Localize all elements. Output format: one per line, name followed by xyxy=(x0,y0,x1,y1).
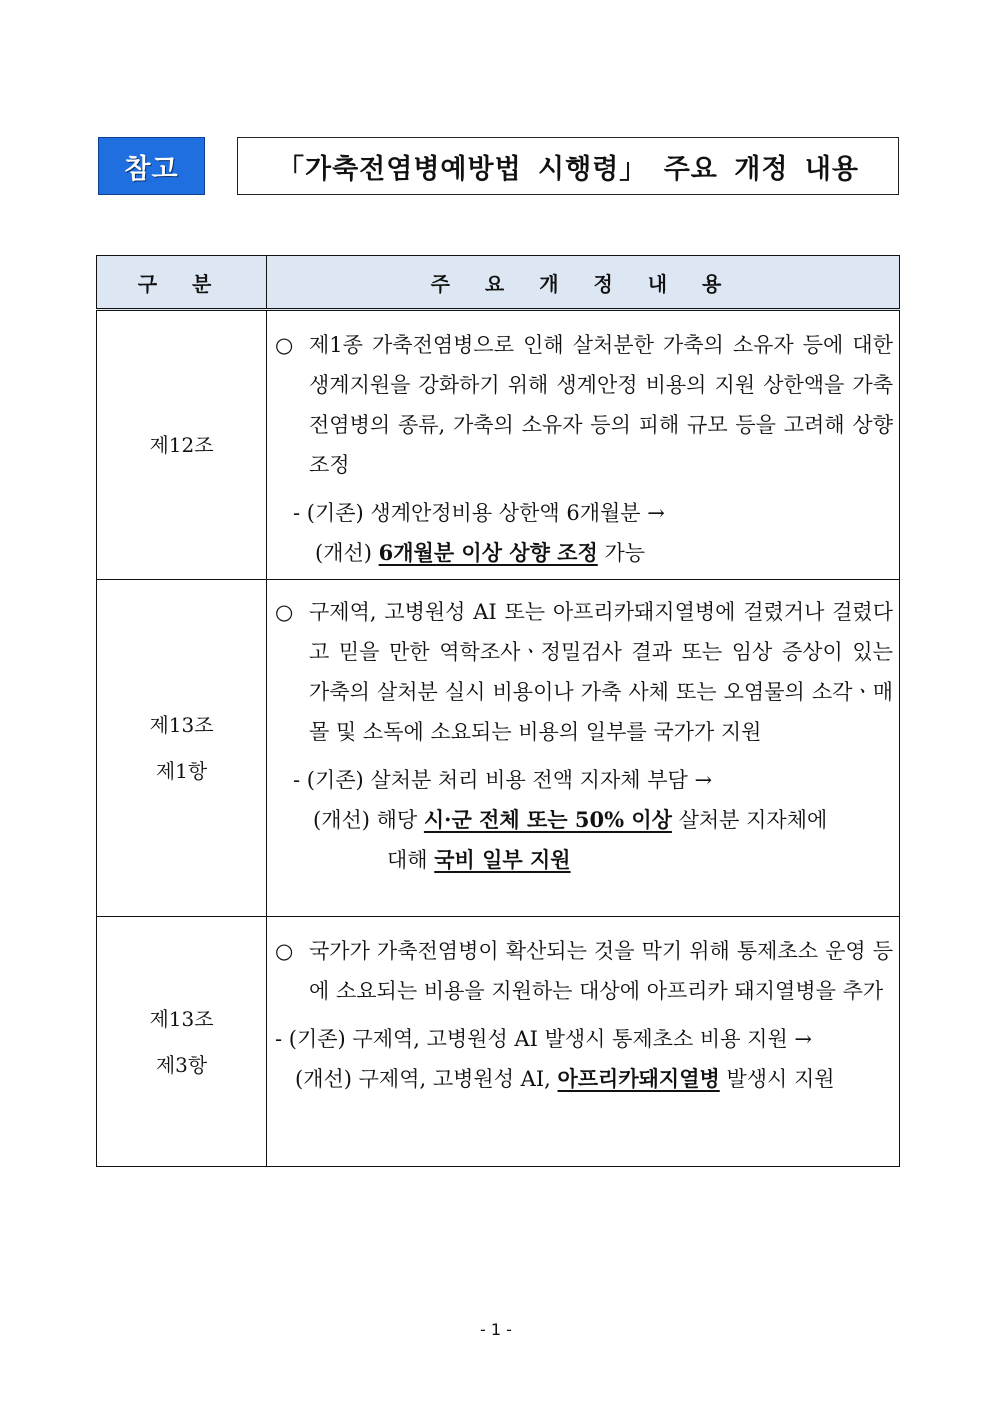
after-highlight: 6개월분 이상 상향 조정 xyxy=(378,540,598,565)
reference-badge: 참고 xyxy=(98,137,205,195)
before-line: - (기존) 생계안정비용 상한액 6개월분 → xyxy=(293,501,665,525)
circle-bullet-icon: ○ xyxy=(275,333,294,357)
row-label-line2: 제3항 xyxy=(155,1052,208,1077)
circle-bullet-item xyxy=(267,592,899,752)
row-content xyxy=(267,310,900,580)
row-label-line1: 제13조 xyxy=(149,713,214,737)
row-label-line1: 제12조 xyxy=(149,433,214,457)
circle-bullet-icon: ○ xyxy=(275,600,294,624)
table-row xyxy=(97,917,900,1167)
row-content xyxy=(267,580,900,917)
row-label-line1: 제13조 xyxy=(149,1006,214,1031)
circle-bullet-item xyxy=(267,931,899,1011)
row-content xyxy=(267,917,900,1167)
row-label xyxy=(97,917,267,1167)
row-label xyxy=(97,310,267,580)
after-line xyxy=(267,533,899,573)
after-prefix: (개선) 구제역, 고병원성 AI, xyxy=(295,1067,558,1091)
before-line: - (기존) 살처분 처리 비용 전액 지자체 부담 → xyxy=(293,768,713,792)
after-line-2 xyxy=(267,840,899,880)
after-suffix: 살처분 지자체에 xyxy=(671,808,828,832)
amendment-table xyxy=(96,255,900,1167)
header-category: 구 분 xyxy=(97,256,267,310)
after-highlight: 시·군 전체 또는 50% 이상 xyxy=(423,807,672,832)
table-row xyxy=(97,310,900,580)
circle-bullet-item xyxy=(267,325,899,485)
after-suffix: 가능 xyxy=(597,541,646,565)
circle-bullet-icon: ○ xyxy=(275,939,294,963)
document-title: 「가축전염병예방법 시행령」 주요 개정 내용 xyxy=(237,137,899,195)
main-text: 제1종 가축전염병으로 인해 살처분한 가축의 소유자 등에 대한 생계지원을 강화하기 위해 생계안정 비용의 지원 상한액을 가축전염병의 종류, 가축의 소유자 등의 피해 규모 등을 고려해 상향 조정 xyxy=(309,333,893,477)
page-number: - 1 - xyxy=(480,1320,512,1339)
before-line: - (기존) 구제역, 고병원성 AI 발생시 통제초소 비용 지원 → xyxy=(275,1027,813,1051)
table-header-row xyxy=(97,256,900,310)
main-text: 국가가 가축전염병이 확산되는 것을 막기 위해 통제초소 운영 등에 소요되는 비용을 지원하는 대상에 아프리카 돼지열병을 추가 xyxy=(309,939,893,1003)
after-line2-highlight: 국비 일부 지원 xyxy=(434,847,571,872)
after-line2-prefix: 대해 xyxy=(387,848,435,872)
row-label-line2: 제1항 xyxy=(155,759,208,783)
after-line xyxy=(267,800,899,840)
after-prefix: (개선) xyxy=(315,541,379,565)
after-prefix: (개선) 해당 xyxy=(313,808,424,832)
header-main-content: 주 요 개 정 내 용 xyxy=(267,256,900,310)
row-label xyxy=(97,580,267,917)
main-text: 구제역, 고병원성 AI 또는 아프리카돼지열병에 걸렸거나 걸렸다고 믿을 만한 역학조사ㆍ정밀검사 결과 또는 임상 증상이 있는 가축의 살처분 실시 비용이나 가축 사체 또는 오염물의 소각ㆍ매몰 및 소독에 소요되는 비용의 일부를 국가가 지원 xyxy=(309,600,893,744)
table-row xyxy=(97,580,900,917)
after-suffix: 발생시 지원 xyxy=(719,1067,835,1091)
after-line xyxy=(267,1059,899,1099)
after-highlight: 아프리카돼지열병 xyxy=(557,1066,720,1091)
